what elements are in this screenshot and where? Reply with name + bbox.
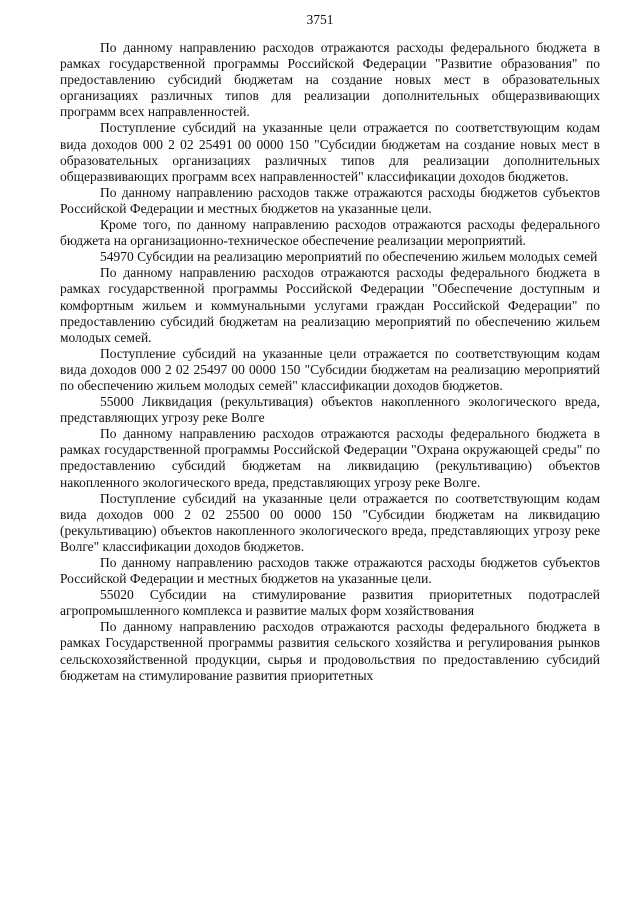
document-body (60, 40, 600, 684)
paragraph: По данному направлению расходов отражаются расходы федерального бюджета в рамках Государственной программы развития сельского хозяйства и регулирования рынков сельскохозяйственной продукции, сырья и продовольствия по предоставлению субсидий бюджетам на стимулирование развития приоритетных (60, 619, 600, 683)
paragraph: По данному направлению расходов отражаются расходы федерального бюджета в рамках государственной программы Российской Федерации "Обеспечение доступным и комфортным жильем и коммунальными услугами граждан Российской Федерации" по предоставлению субсидий бюджетам на реализацию мероприятий по обеспечению жильем молодых семей. (60, 265, 600, 345)
paragraph: Поступление субсидий на указанные цели отражается по соответствующим кодам вида доходов 000 2 02 25497 00 0000 150 "Субсидии бюджетам на реализацию мероприятий по обеспечению жильем молодых семей" классификации доходов бюджетов. (60, 345, 600, 393)
section-heading: 55020 Субсидии на стимулирование развития приоритетных подотраслей агропромышленного комплекса и развитие малых форм хозяйствования (60, 587, 600, 619)
section-heading: 55000 Ликвидация (рекультивация) объектов накопленного экологического вреда, представляющих угрозу реке Волге (60, 394, 600, 426)
page-number: 3751 (306, 12, 334, 27)
section-heading: 54970 Субсидии на реализацию мероприятий по обеспечению жильем молодых семей (100, 249, 598, 265)
paragraph: По данному направлению расходов также отражаются расходы бюджетов субъектов Российской Федерации и местных бюджетов на указанные цели. (60, 184, 600, 216)
paragraph: Поступление субсидий на указанные цели отражается по соответствующим кодам вида доходов 000 2 02 25500 00 0000 150 "Субсидии бюджетам на ликвидацию (рекультивацию) объектов накопленного экологического вреда, представляющих угрозу реке Волге" классификации доходов бюджетов. (60, 490, 600, 554)
paragraph: По данному направлению расходов отражаются расходы федерального бюджета в рамках государственной программы Российской Федерации "Развитие образования" по предоставлению субсидий бюджетам на создание новых мест в образовательных организациях различных типов для реализации дополнительных общеразвивающих программ всех направленностей. (60, 40, 600, 120)
paragraph: По данному направлению расходов также отражаются расходы бюджетов субъектов Российской Федерации и местных бюджетов на указанные цели. (60, 555, 600, 587)
paragraph: Кроме того, по данному направлению расходов отражаются расходы федерального бюджета на организационно-техническое обеспечение реализации мероприятий. (60, 217, 600, 249)
paragraph: Поступление субсидий на указанные цели отражается по соответствующим кодам вида доходов 000 2 02 25491 00 0000 150 "Субсидии бюджетам на создание новых мест в образовательных организациях различных типов для реализации дополнительных общеразвивающих программ всех направленностей" классификации доходов бюджетов. (60, 120, 600, 184)
paragraph: По данному направлению расходов отражаются расходы федерального бюджета в рамках государственной программы Российской Федерации "Охрана окружающей среды" по предоставлению субсидий бюджетам на ликвидацию (рекультивацию) объектов накопленного экологического вреда, представляющих угрозу реке Волге. (60, 426, 600, 490)
